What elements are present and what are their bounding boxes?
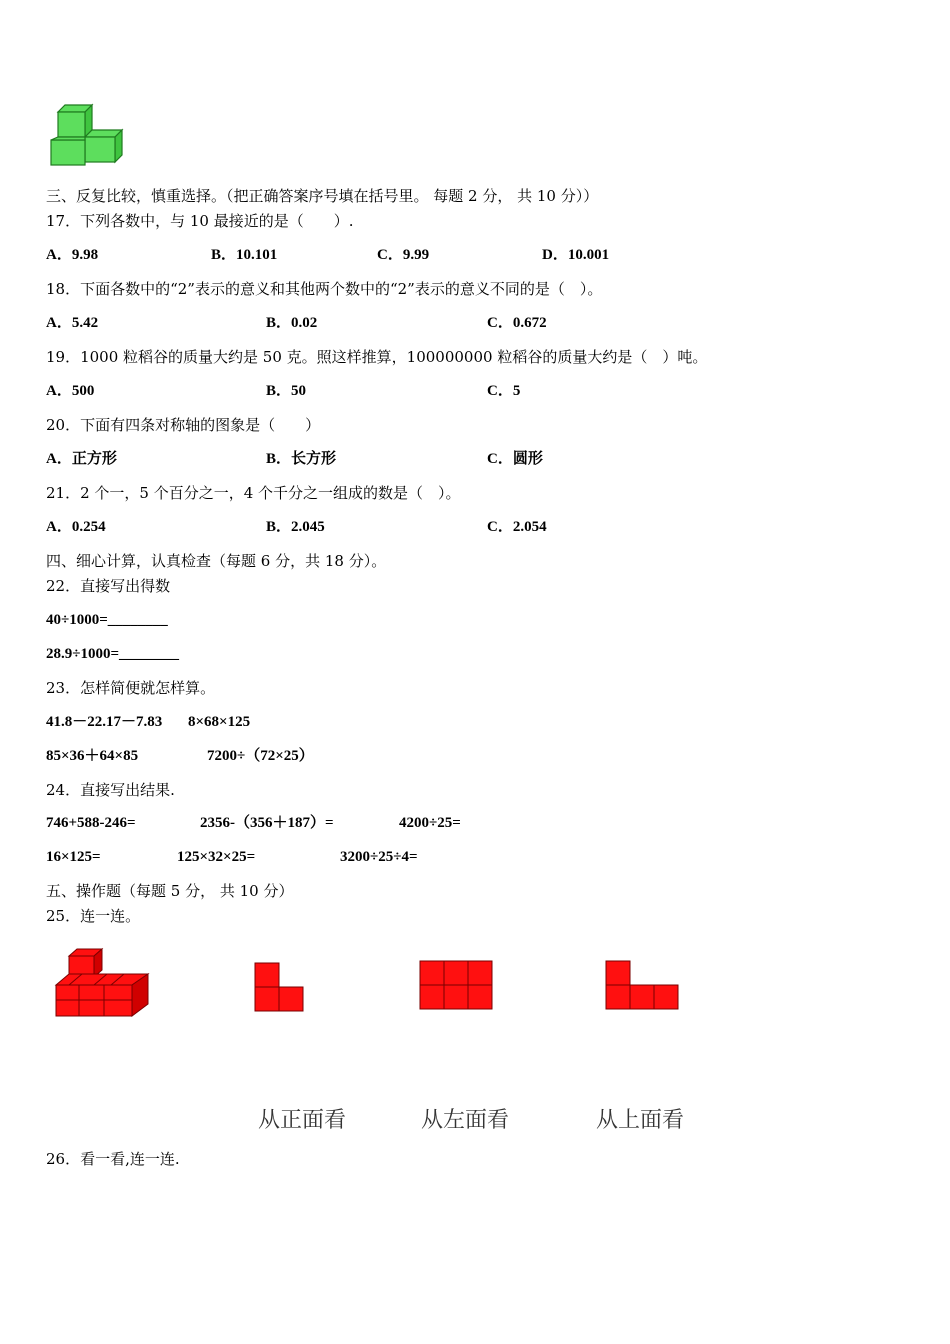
q21-option-a[interactable]: A．0.254 — [46, 519, 106, 535]
q24-expr-3: 4200÷25= — [399, 815, 461, 831]
q18-option-c[interactable]: C．0.672 — [487, 315, 547, 331]
q24-expr-4: 16×125= — [46, 849, 101, 865]
caption-front-view[interactable]: 从正面看 — [258, 1108, 347, 1133]
red-block-figure — [52, 946, 152, 1021]
q24-expr-2: 2356-（356＋187）= — [200, 815, 334, 831]
q25-stem: 25．连一连。 — [46, 907, 141, 925]
green-cube-figure — [46, 100, 126, 170]
q26-stem: 26．看一看,连一连. — [46, 1150, 180, 1168]
q18-option-a[interactable]: A．5.42 — [46, 315, 99, 331]
q24-expr-6: 3200÷25÷4= — [340, 849, 418, 865]
q20-option-a[interactable]: A．正方形 — [46, 451, 117, 467]
q17-option-c[interactable]: C．9.99 — [377, 247, 430, 263]
q19-option-c[interactable]: C．5 — [487, 383, 521, 399]
view-option-3[interactable] — [605, 960, 681, 1012]
section4-title: 四、细心计算，认真检查（每题 6 分，共 18 分）。 — [46, 552, 387, 570]
view-option-1[interactable] — [254, 962, 306, 1014]
q17-option-a[interactable]: A．9.98 — [46, 247, 99, 263]
section5-title: 五、操作题（每题 5 分， 共 10 分） — [46, 882, 294, 900]
q17-option-d[interactable]: D．10.001 — [542, 247, 610, 263]
q23-expr-4: 7200÷（72×25） — [207, 748, 314, 764]
q22-line-1: 40÷1000=________ — [46, 612, 168, 628]
q24-expr-1: 746+588-246= — [46, 815, 136, 831]
q19-stem: 19．1000 粒稻谷的质量大约是 50 克。照这样推算，100000000 粒稻谷的质量大约是（ ）吨。 — [46, 348, 708, 366]
q17-option-b[interactable]: B．10.101 — [211, 247, 278, 263]
q20-stem: 20．下面有四条对称轴的图象是（ ） — [46, 416, 321, 434]
q22-line-2: 28.9÷1000=________ — [46, 646, 180, 662]
q19-option-a[interactable]: A．500 — [46, 383, 95, 399]
q24-expr-5: 125×32×25= — [177, 849, 256, 865]
q21-option-b[interactable]: B．2.045 — [266, 519, 325, 535]
q18-stem: 18．下面各数中的“2”表示的意义和其他两个数中的“2”表示的意义不同的是（ ）。 — [46, 280, 603, 298]
q23-expr-2: 8×68×125 — [188, 714, 251, 730]
q21-stem: 21．2 个一，5 个百分之一，4 个千分之一组成的数是（ ）。 — [46, 484, 461, 502]
q23-stem: 23．怎样简便就怎样算。 — [46, 679, 216, 697]
caption-left-view[interactable]: 从左面看 — [421, 1108, 510, 1133]
q22-stem: 22．直接写出得数 — [46, 577, 171, 595]
q18-option-b[interactable]: B．0.02 — [266, 315, 318, 331]
q19-option-b[interactable]: B．50 — [266, 383, 307, 399]
section3-title: 三、反复比较，慎重选择。（把正确答案序号填在括号里。 每题 2 分， 共 10 分）） — [46, 187, 599, 205]
view-option-2[interactable] — [419, 960, 495, 1012]
q20-option-b[interactable]: B．长方形 — [266, 451, 337, 467]
q17-stem: 17．下列各数中，与 10 最接近的是（ ）. — [46, 212, 354, 230]
q23-expr-1: 41.8－22.17－7.83 — [46, 714, 163, 730]
q23-expr-3: 85×36＋64×85 — [46, 748, 139, 764]
q21-option-c[interactable]: C．2.054 — [487, 519, 547, 535]
q24-stem: 24．直接写出结果. — [46, 781, 175, 799]
caption-top-view[interactable]: 从上面看 — [596, 1108, 685, 1133]
q20-option-c[interactable]: C．圆形 — [487, 451, 543, 467]
